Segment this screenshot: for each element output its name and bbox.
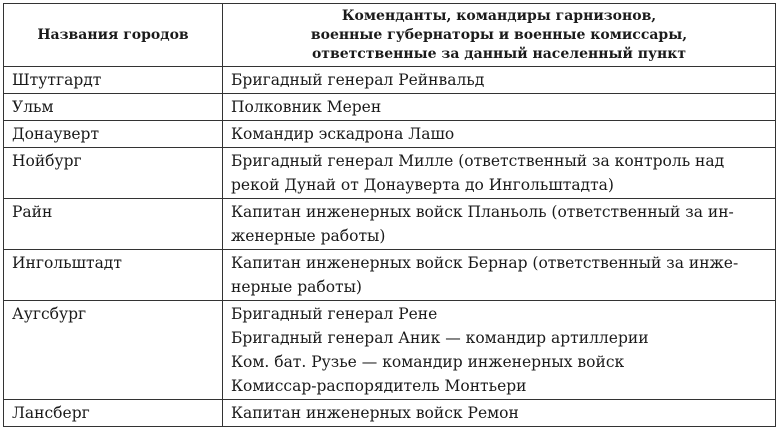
header-line: военные губернаторы и военные комиссары, [310, 26, 688, 43]
table-row [4, 67, 776, 94]
commander-cell [223, 250, 776, 301]
commander-line: Бригадный генерал Аник — командир артиллерии [231, 329, 649, 347]
commander-line: Полковник Мерен [231, 98, 382, 116]
header-line: Коменданты, командиры гарнизонов, [341, 7, 657, 24]
commander-line: рекой Дунай от Донауверта до Ингольштадта) [231, 176, 614, 194]
city-cell: Ульм [4, 94, 223, 121]
table-row [4, 400, 776, 427]
table-row [4, 199, 776, 250]
header-row [4, 4, 776, 67]
commander-line: нерные работы) [231, 278, 362, 296]
table-row [4, 148, 776, 199]
header-line: ответственные за данный населенный пункт [311, 45, 687, 62]
city-cell: Аугсбург [4, 301, 223, 400]
city-cell: Ингольштадт [4, 250, 223, 301]
commander-line: Ком. бат. Рузье — командир инженерных войск [231, 353, 625, 371]
table-row [4, 301, 776, 400]
commander-cell [223, 121, 776, 148]
header-city: Названия городов [4, 4, 223, 67]
commander-line: Капитан инженерных войск Планьоль (ответственный за ин- [231, 203, 734, 221]
city-cell: Донауверт [4, 121, 223, 148]
table-row [4, 121, 776, 148]
commander-cell [223, 94, 776, 121]
city-cell: Нойбург [4, 148, 223, 199]
commander-line: Командир эскадрона Лашо [231, 125, 455, 143]
commander-cell [223, 148, 776, 199]
table-row [4, 94, 776, 121]
commander-line: Комиссар-распорядитель Монтьери [231, 377, 527, 395]
city-cell: Райн [4, 199, 223, 250]
table-row [4, 250, 776, 301]
commander-cell [223, 400, 776, 427]
city-cell: Штутгардт [4, 67, 223, 94]
commander-line: Капитан инженерных войск Ремон [231, 404, 519, 422]
commander-cell [223, 301, 776, 400]
commander-line: Бригадный генерал Рене [231, 305, 438, 323]
header-commanders [223, 4, 776, 67]
commander-cell [223, 67, 776, 94]
commander-line: Капитан инженерных войск Бернар (ответственный за инже- [231, 254, 739, 272]
city-cell: Лансберг [4, 400, 223, 427]
commander-line: Бригадный генерал Милле (ответственный за контроль над [231, 152, 725, 170]
commander-cell [223, 199, 776, 250]
commander-line: Бригадный генерал Рейнвальд [231, 71, 485, 89]
commanders-table [3, 3, 776, 427]
commander-line: женерные работы) [231, 227, 386, 245]
